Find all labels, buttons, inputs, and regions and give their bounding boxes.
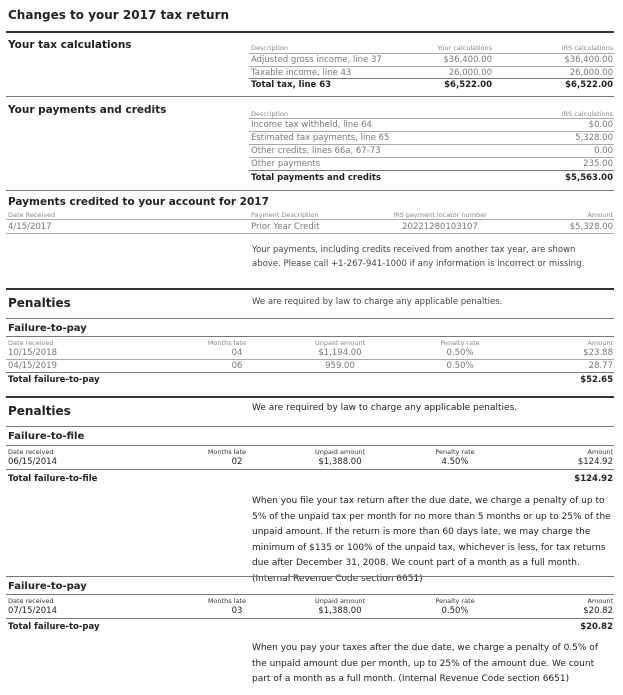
- ftp-col-unpaid: Unpaid amount: [314, 339, 366, 347]
- credited-locator: 20221280103107: [402, 222, 478, 232]
- payments-row-desc: Income tax withheld, line 64: [251, 120, 372, 130]
- title-rule: [6, 31, 614, 33]
- payments-row-desc: Other payments: [251, 159, 321, 169]
- tax-calc-row-desc: Taxable income, line 43: [251, 68, 352, 78]
- ftp-row-rate: 0.50%: [446, 361, 474, 371]
- ftp2-row-rate: 0.50%: [441, 606, 469, 616]
- ftp2-col-months: Months late: [207, 597, 246, 605]
- ftf-row-date: 06/15/2014: [8, 457, 57, 467]
- ftp2-explanation: When you pay your taxes after the due date, we charge a penalty of 0.5% of the unpaid amount due per month, up to 25% of the amount due. We count part of a month as a full month. (Internal Revenue Code section 6651): [252, 643, 598, 684]
- credited-desc: Prior Year Credit: [251, 222, 320, 232]
- payments-row-irs: 235.00: [583, 159, 613, 169]
- ftp2-col-date: Date received: [8, 597, 54, 605]
- ftf-col-months: Months late: [207, 448, 246, 456]
- payments-col-irs: IRS calculations: [561, 110, 613, 118]
- payments-col-desc: Description: [251, 110, 289, 118]
- ftf-heading: Failure-to-file: [8, 431, 85, 442]
- credited-col-desc: Payment Description: [251, 211, 319, 219]
- total-payments-irs: $5,563.00: [565, 173, 613, 183]
- credited-heading: Payments credited to your account for 2017: [8, 196, 269, 208]
- ftp-row-amount: $23.88: [583, 348, 613, 358]
- ftp-row-months: 06: [231, 361, 243, 371]
- ftp2-heading: Failure-to-pay: [8, 581, 87, 592]
- ftp2-row-date: 07/15/2014: [8, 606, 57, 616]
- payments-row-desc: Estimated tax payments, line 65: [251, 133, 390, 143]
- tax-calc-heading: Your tax calculations: [8, 39, 132, 51]
- ftp-heading: Failure-to-pay: [8, 323, 87, 334]
- ftp-row-date: 10/15/2018: [8, 348, 57, 358]
- tax-calc-row-yours: 26,000.00: [448, 68, 492, 78]
- ftp-total-label: Total failure-to-pay: [8, 375, 100, 385]
- ftp-row-months: 04: [231, 348, 243, 358]
- ftp-col-months: Months late: [207, 339, 246, 347]
- tax-calc-row-irs: $36,400.00: [564, 55, 613, 65]
- ftp-total-amount: $52.65: [580, 375, 613, 385]
- ftp2-col-rate: Penalty rate: [435, 597, 475, 605]
- page-title: Changes to your 2017 tax return: [8, 8, 230, 22]
- payments-row-irs: $0.00: [588, 120, 613, 130]
- penalties-intro: We are required by law to charge any applicable penalties.: [252, 297, 503, 307]
- section-divider: [6, 96, 614, 97]
- ftf-col-rate: Penalty rate: [435, 448, 475, 456]
- ftp-row-rate: 0.50%: [446, 348, 474, 358]
- tax-calc-row-yours: $36,400.00: [443, 55, 492, 65]
- ftp-col-amount: Amount: [587, 339, 613, 347]
- penalties-heading: Penalties: [8, 296, 71, 310]
- ftp-col-rate: Penalty rate: [440, 339, 480, 347]
- ftf-explanation: When you file your tax return after the due date, we charge a penalty of up to 5% of the unpaid tax per month for no more than 5 months or up to 25% of the unpaid amount. If the return is more than 60 days late, we may charge the minimum of $135 or 100% of the unpaid tax, whichever is less, for tax returns due after December 31, 2008. We count part of a month as a full month. (Internal Revenue Code section 6651): [252, 496, 611, 584]
- section-rule: [6, 396, 614, 398]
- ftp-row-unpaid: $1,194.00: [318, 348, 362, 358]
- ftp-row-amount: 28.77: [588, 361, 613, 371]
- tax-calc-col-desc: Description: [251, 44, 289, 52]
- penalties-heading: Penalties: [8, 404, 71, 418]
- ftf-total-label: Total failure-to-file: [8, 474, 98, 484]
- ftf-row-unpaid: $1,388.00: [318, 457, 362, 467]
- ftf-col-unpaid: Unpaid amount: [314, 448, 366, 456]
- payments-row-desc: Other credits, lines 66a, 67-73: [251, 146, 381, 156]
- credited-date: 4/15/2017: [8, 222, 52, 232]
- ftf-total-amount: $124.92: [574, 474, 613, 484]
- ftf-col-date: Date received: [8, 448, 54, 456]
- credited-col-date: Date Received: [8, 211, 56, 219]
- tax-calc-row-irs: 26,000.00: [569, 68, 613, 78]
- payments-row-irs: 0.00: [594, 146, 613, 156]
- ftp2-row-unpaid: $1,388.00: [318, 606, 362, 616]
- ftp2-total-label: Total failure-to-pay: [8, 622, 100, 632]
- total-tax-label: Total tax, line 63: [251, 80, 332, 90]
- ftf-row-months: 02: [231, 457, 243, 467]
- payments-heading: Your payments and credits: [8, 104, 167, 116]
- section-divider: [6, 190, 614, 191]
- ftp-row-date: 04/15/2019: [8, 361, 57, 371]
- tax-calc-col-irs: IRS calculations: [561, 44, 613, 52]
- ftf-row-rate: 4.50%: [441, 457, 469, 467]
- total-tax-yours: $6,522.00: [444, 80, 492, 90]
- credited-col-locator: IRS payment locator number: [393, 211, 487, 219]
- credited-col-amount: Amount: [587, 211, 613, 219]
- ftp-col-date: Date received: [8, 339, 54, 347]
- ftp2-col-unpaid: Unpaid amount: [314, 597, 366, 605]
- payments-row-irs: 5,328.00: [575, 133, 613, 143]
- ftp2-row-amount: $20.82: [583, 606, 613, 616]
- section-rule: [6, 288, 614, 290]
- total-payments-label: Total payments and credits: [251, 173, 381, 183]
- total-tax-irs: $6,522.00: [565, 80, 613, 90]
- tax-calc-col-yours: Your calculations: [437, 44, 492, 52]
- ftp2-col-amount: Amount: [587, 597, 613, 605]
- ftp-row-unpaid: 959.00: [325, 361, 355, 371]
- ftf-row-amount: $124.92: [577, 457, 613, 467]
- credited-amount: $5,328.00: [569, 222, 613, 232]
- tax-calc-row-desc: Adjusted gross income, line 37: [251, 55, 382, 65]
- penalties-intro: We are required by law to charge any applicable penalties.: [252, 403, 518, 413]
- credited-note: Your payments, including credits received from another tax year, are shown above. Please call +1-267-941-1000 if any information is incorrect or missing.: [252, 245, 585, 269]
- ftp2-total-amount: $20.82: [580, 622, 613, 632]
- ftp2-row-months: 03: [231, 606, 243, 616]
- ftf-col-amount: Amount: [587, 448, 613, 456]
